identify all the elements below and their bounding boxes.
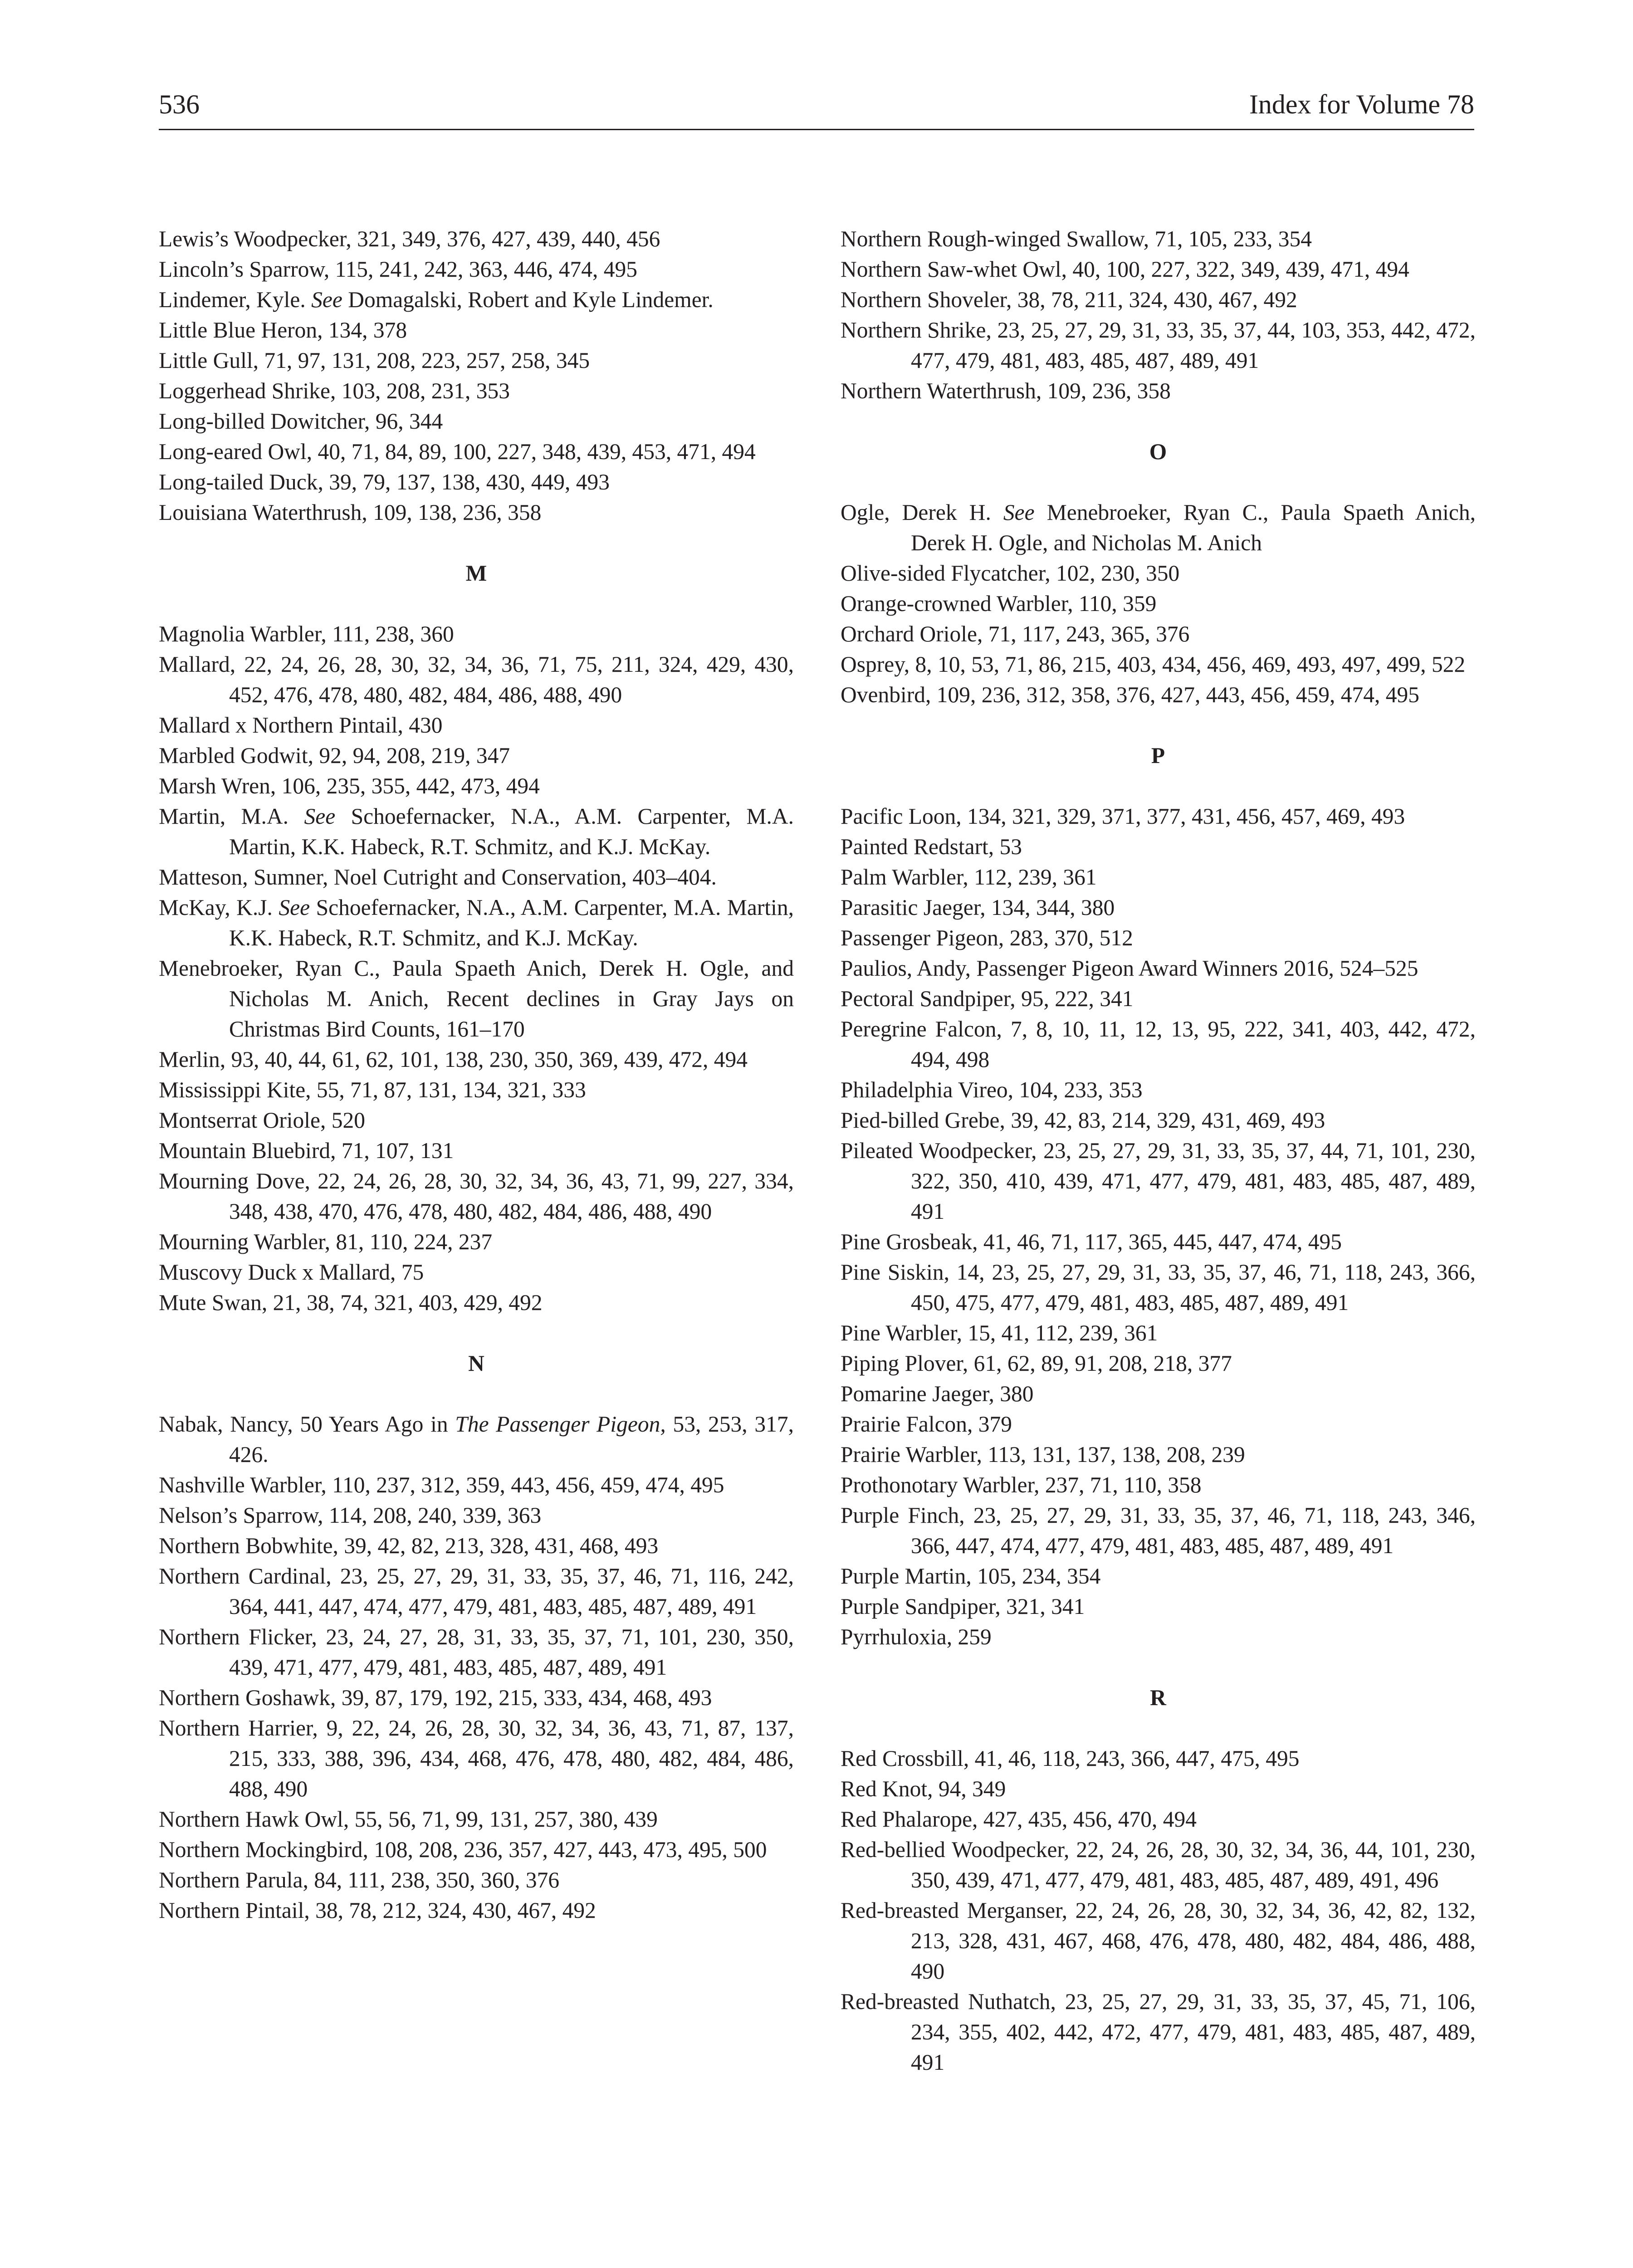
entry-name: Nabak, Nancy, 50 Years Ago in [159,1412,455,1437]
index-entry: Louisiana Waterthrush, 109, 138, 236, 358 [159,500,542,525]
index-entry: Northern Bobwhite, 39, 42, 82, 213, 328, 431, 468, 493 [159,1533,659,1558]
see-reference: See [1003,500,1035,525]
index-entry: Muscovy Duck x Mallard, 75 [159,1260,424,1285]
index-entry: Red Phalarope, 427, 435, 456, 470, 494 [841,1807,1197,1832]
index-entry: Menebroeker, Ryan C., Paula Spaeth Anich, Derek H. Ogle, and Nicholas M. Anich, Recent declines in Gray Jays on Christmas Bird Counts, 161–170 [159,956,794,1041]
see-reference: See [279,895,310,920]
index-entry [159,892,794,953]
index-entry: Mourning Dove, 22, 24, 26, 28, 30, 32, 34, 36, 43, 71, 99, 227, 334, 348, 438, 470, 476, 478, 480, 482, 484, 486, 488, 490 [159,1168,794,1224]
index-entry: Marbled Godwit, 92, 94, 208, 219, 347 [159,743,510,768]
index-entry: Long-tailed Duck, 39, 79, 137, 138, 430, 449, 493 [159,469,610,494]
index-entry: Palm Warbler, 112, 239, 361 [841,865,1097,890]
index-entry: Prairie Warbler, 113, 131, 137, 138, 208, 239 [841,1442,1245,1467]
entry-name: Ogle, Derek H. [841,500,1003,525]
index-entry: Mourning Warbler, 81, 110, 224, 237 [159,1229,493,1254]
see-reference: See [311,287,342,312]
index-entry: Pine Grosbeak, 41, 46, 71, 117, 365, 445, 447, 474, 495 [841,1229,1342,1254]
index-entry: Ovenbird, 109, 236, 312, 358, 376, 427, 443, 456, 459, 474, 495 [841,682,1419,707]
index-entry: Pyrrhuloxia, 259 [841,1624,992,1649]
page-number: 536 [159,89,200,119]
index-entry: Mountain Bluebird, 71, 107, 131 [159,1138,454,1163]
index-entry: Red Knot, 94, 349 [841,1776,1006,1801]
index-entry: Pomarine Jaeger, 380 [841,1381,1034,1406]
index-entry: Pectoral Sandpiper, 95, 222, 341 [841,986,1134,1011]
page-header [159,86,1474,122]
section-letter-o: O [1149,439,1167,464]
index-entry [841,497,1476,558]
index-entry: Montserrat Oriole, 520 [159,1108,366,1133]
index-entry: Northern Saw-whet Owl, 40, 100, 227, 322, 349, 439, 471, 494 [841,257,1409,282]
index-entry: Lincoln’s Sparrow, 115, 241, 242, 363, 446, 474, 495 [159,257,638,282]
index-entry: Olive-sided Flycatcher, 102, 230, 350 [841,561,1180,586]
index-entry: Prothonotary Warbler, 237, 71, 110, 358 [841,1472,1202,1497]
index-entry: Orange-crowned Warbler, 110, 359 [841,591,1157,616]
index-column-right [841,224,1476,2077]
running-title: Index for Volume 78 [1249,89,1474,119]
section-letter-p: P [1151,743,1165,768]
index-entry: Purple Finch, 23, 25, 27, 29, 31, 33, 35, 37, 46, 71, 118, 243, 346, 366, 447, 474, 477, 479, 481, 483, 485, 487, 489, 491 [841,1503,1476,1558]
index-entry: Prairie Falcon, 379 [841,1412,1012,1437]
entry-name: Martin, M.A. [159,804,304,829]
entry-name: Lindemer, Kyle. [159,287,312,312]
index-entry: Pine Siskin, 14, 23, 25, 27, 29, 31, 33, 35, 37, 46, 71, 118, 243, 366, 450, 475, 477, 479, 481, 483, 485, 487, 489, 491 [841,1260,1476,1315]
see-reference: See [304,804,336,829]
index-entry: Painted Redstart, 53 [841,834,1022,859]
index-entry: Little Gull, 71, 97, 131, 208, 223, 257, 258, 345 [159,348,590,373]
publication-title: The Passenger Pigeon, [455,1412,666,1437]
index-entry: Long-billed Dowitcher, 96, 344 [159,409,443,434]
index-entry: Red-bellied Woodpecker, 22, 24, 26, 28, 30, 32, 34, 36, 44, 101, 230, 350, 439, 471, 477, 479, 481, 483, 485, 487, 489, 491, 496 [841,1837,1476,1892]
index-entry: Northern Shrike, 23, 25, 27, 29, 31, 33, 35, 37, 44, 103, 353, 442, 472, 477, 479, 481, 483, 485, 487, 489, 491 [841,318,1476,373]
entry-reference: Schoefernacker, N.A., A.M. Carpenter, M.A. Martin, K.K. Habeck, R.T. Schmitz, and K.J. McKay. [229,895,794,950]
entry-reference: Menebroeker, Ryan C., Paula Spaeth Anich, Derek H. Ogle, and Nicholas M. Anich [911,500,1476,555]
index-entry: Mute Swan, 21, 38, 74, 321, 403, 429, 492 [159,1290,543,1315]
index-entry: Pileated Woodpecker, 23, 25, 27, 29, 31, 33, 35, 37, 44, 71, 101, 230, 322, 350, 410, 439, 471, 477, 479, 481, 483, 485, 487, 489, 491 [841,1138,1476,1224]
entry-reference: 53, 253, 317, 426. [229,1412,794,1467]
index-entry: Nelson’s Sparrow, 114, 208, 240, 339, 363 [159,1503,542,1528]
index-entry: Passenger Pigeon, 283, 370, 512 [841,925,1133,950]
index-entry: Long-eared Owl, 40, 71, 84, 89, 100, 227, 348, 439, 453, 471, 494 [159,439,756,464]
index-entry: Little Blue Heron, 134, 378 [159,318,407,342]
index-entry: Northern Mockingbird, 108, 208, 236, 357, 427, 443, 473, 495, 500 [159,1837,767,1862]
index-entry: Purple Sandpiper, 321, 341 [841,1594,1085,1619]
header-rule [159,129,1474,130]
index-entry: Orchard Oriole, 71, 117, 243, 365, 376 [841,621,1190,646]
index-entry [159,801,794,862]
index-entry: Northern Goshawk, 39, 87, 179, 192, 215, 333, 434, 468, 493 [159,1685,712,1710]
index-entry: Loggerhead Shrike, 103, 208, 231, 353 [159,378,510,403]
index-entry: Northern Flicker, 23, 24, 27, 28, 31, 33, 35, 37, 71, 101, 230, 350, 439, 471, 477, 479, 481, 483, 485, 487, 489, 491 [159,1624,794,1680]
index-entry: Philadelphia Vireo, 104, 233, 353 [841,1077,1143,1102]
index-entry: Red-breasted Nuthatch, 23, 25, 27, 29, 31, 33, 35, 37, 45, 71, 106, 234, 355, 402, 442, 472, 477, 479, 481, 483, 485, 487, 489, 491 [841,1989,1476,2075]
index-entry: Red-breasted Merganser, 22, 24, 26, 28, 30, 32, 34, 36, 42, 82, 132, 213, 328, 431, 467, 468, 476, 478, 480, 482, 484, 486, 488, 490 [841,1898,1476,1984]
index-entry: Marsh Wren, 106, 235, 355, 442, 473, 494 [159,773,540,798]
index-entry: Northern Waterthrush, 109, 236, 358 [841,378,1171,403]
index-entry: Magnolia Warbler, 111, 238, 360 [159,621,454,646]
section-letter-r: R [1150,1685,1166,1710]
index-entry: Mississippi Kite, 55, 71, 87, 131, 134, 321, 333 [159,1077,586,1102]
index-entry: Pine Warbler, 15, 41, 112, 239, 361 [841,1320,1158,1345]
index-entry: Mallard x Northern Pintail, 430 [159,713,443,738]
index-entry: Paulios, Andy, Passenger Pigeon Award Winners 2016, 524–525 [841,956,1418,981]
entry-name: McKay, K.J. [159,895,279,920]
index-entry: Merlin, 93, 40, 44, 61, 62, 101, 138, 230, 350, 369, 439, 472, 494 [159,1047,748,1072]
index-entry: Peregrine Falcon, 7, 8, 10, 11, 12, 13, 95, 222, 341, 403, 442, 472, 494, 498 [841,1017,1476,1072]
index-entry: Northern Cardinal, 23, 25, 27, 29, 31, 33, 35, 37, 46, 71, 116, 242, 364, 441, 447, 474, 477, 479, 481, 483, 485, 487, 489, 491 [159,1564,794,1619]
index-entry: Nashville Warbler, 110, 237, 312, 359, 443, 456, 459, 474, 495 [159,1472,724,1497]
section-letter-m: M [465,561,487,586]
index-entry: Northern Hawk Owl, 55, 56, 71, 99, 131, 257, 380, 439 [159,1807,658,1832]
index-entry: Parasitic Jaeger, 134, 344, 380 [841,895,1115,920]
index-entry: Red Crossbill, 41, 46, 118, 243, 366, 447, 475, 495 [841,1746,1300,1771]
index-entry: Northern Shoveler, 38, 78, 211, 324, 430, 467, 492 [841,287,1297,312]
index-entry [159,284,794,315]
index-entry: Northern Parula, 84, 111, 238, 350, 360, 376 [159,1867,560,1892]
index-entry: Piping Plover, 61, 62, 89, 91, 208, 218, 377 [841,1351,1232,1376]
index-entry: Northern Pintail, 38, 78, 212, 324, 430, 467, 492 [159,1898,596,1923]
index-entry: Pied-billed Grebe, 39, 42, 83, 214, 329, 431, 469, 493 [841,1108,1325,1133]
index-entry: Pacific Loon, 134, 321, 329, 371, 377, 431, 456, 457, 469, 493 [841,804,1405,829]
index-entry: Northern Rough-winged Swallow, 71, 105, 233, 354 [841,226,1312,251]
index-entry: Purple Martin, 105, 234, 354 [841,1564,1101,1589]
index-entry: Mallard, 22, 24, 26, 28, 30, 32, 34, 36, 71, 75, 211, 324, 429, 430, 452, 476, 478, 480, 482, 484, 486, 488, 490 [159,652,794,707]
section-letter-n: N [468,1351,484,1376]
index-column-left [159,224,794,1926]
index-entry [159,1409,794,1470]
index-entry: Osprey, 8, 10, 53, 71, 86, 215, 403, 434, 456, 469, 493, 497, 499, 522 [841,652,1466,677]
index-entry: Lewis’s Woodpecker, 321, 349, 376, 427, 439, 440, 456 [159,226,660,251]
index-entry: Northern Harrier, 9, 22, 24, 26, 28, 30, 32, 34, 36, 43, 71, 87, 137, 215, 333, 388, 396, 434, 468, 476, 478, 480, 482, 484, 486, 488, 490 [159,1716,794,1801]
entry-reference: Domagalski, Robert and Kyle Lindemer. [342,287,714,312]
index-entry: Matteson, Sumner, Noel Cutright and Conservation, 403–404. [159,865,717,890]
entry-reference: Schoefernacker, N.A., A.M. Carpenter, M.A. Martin, K.K. Habeck, R.T. Schmitz, and K.J. McKay. [229,804,794,859]
